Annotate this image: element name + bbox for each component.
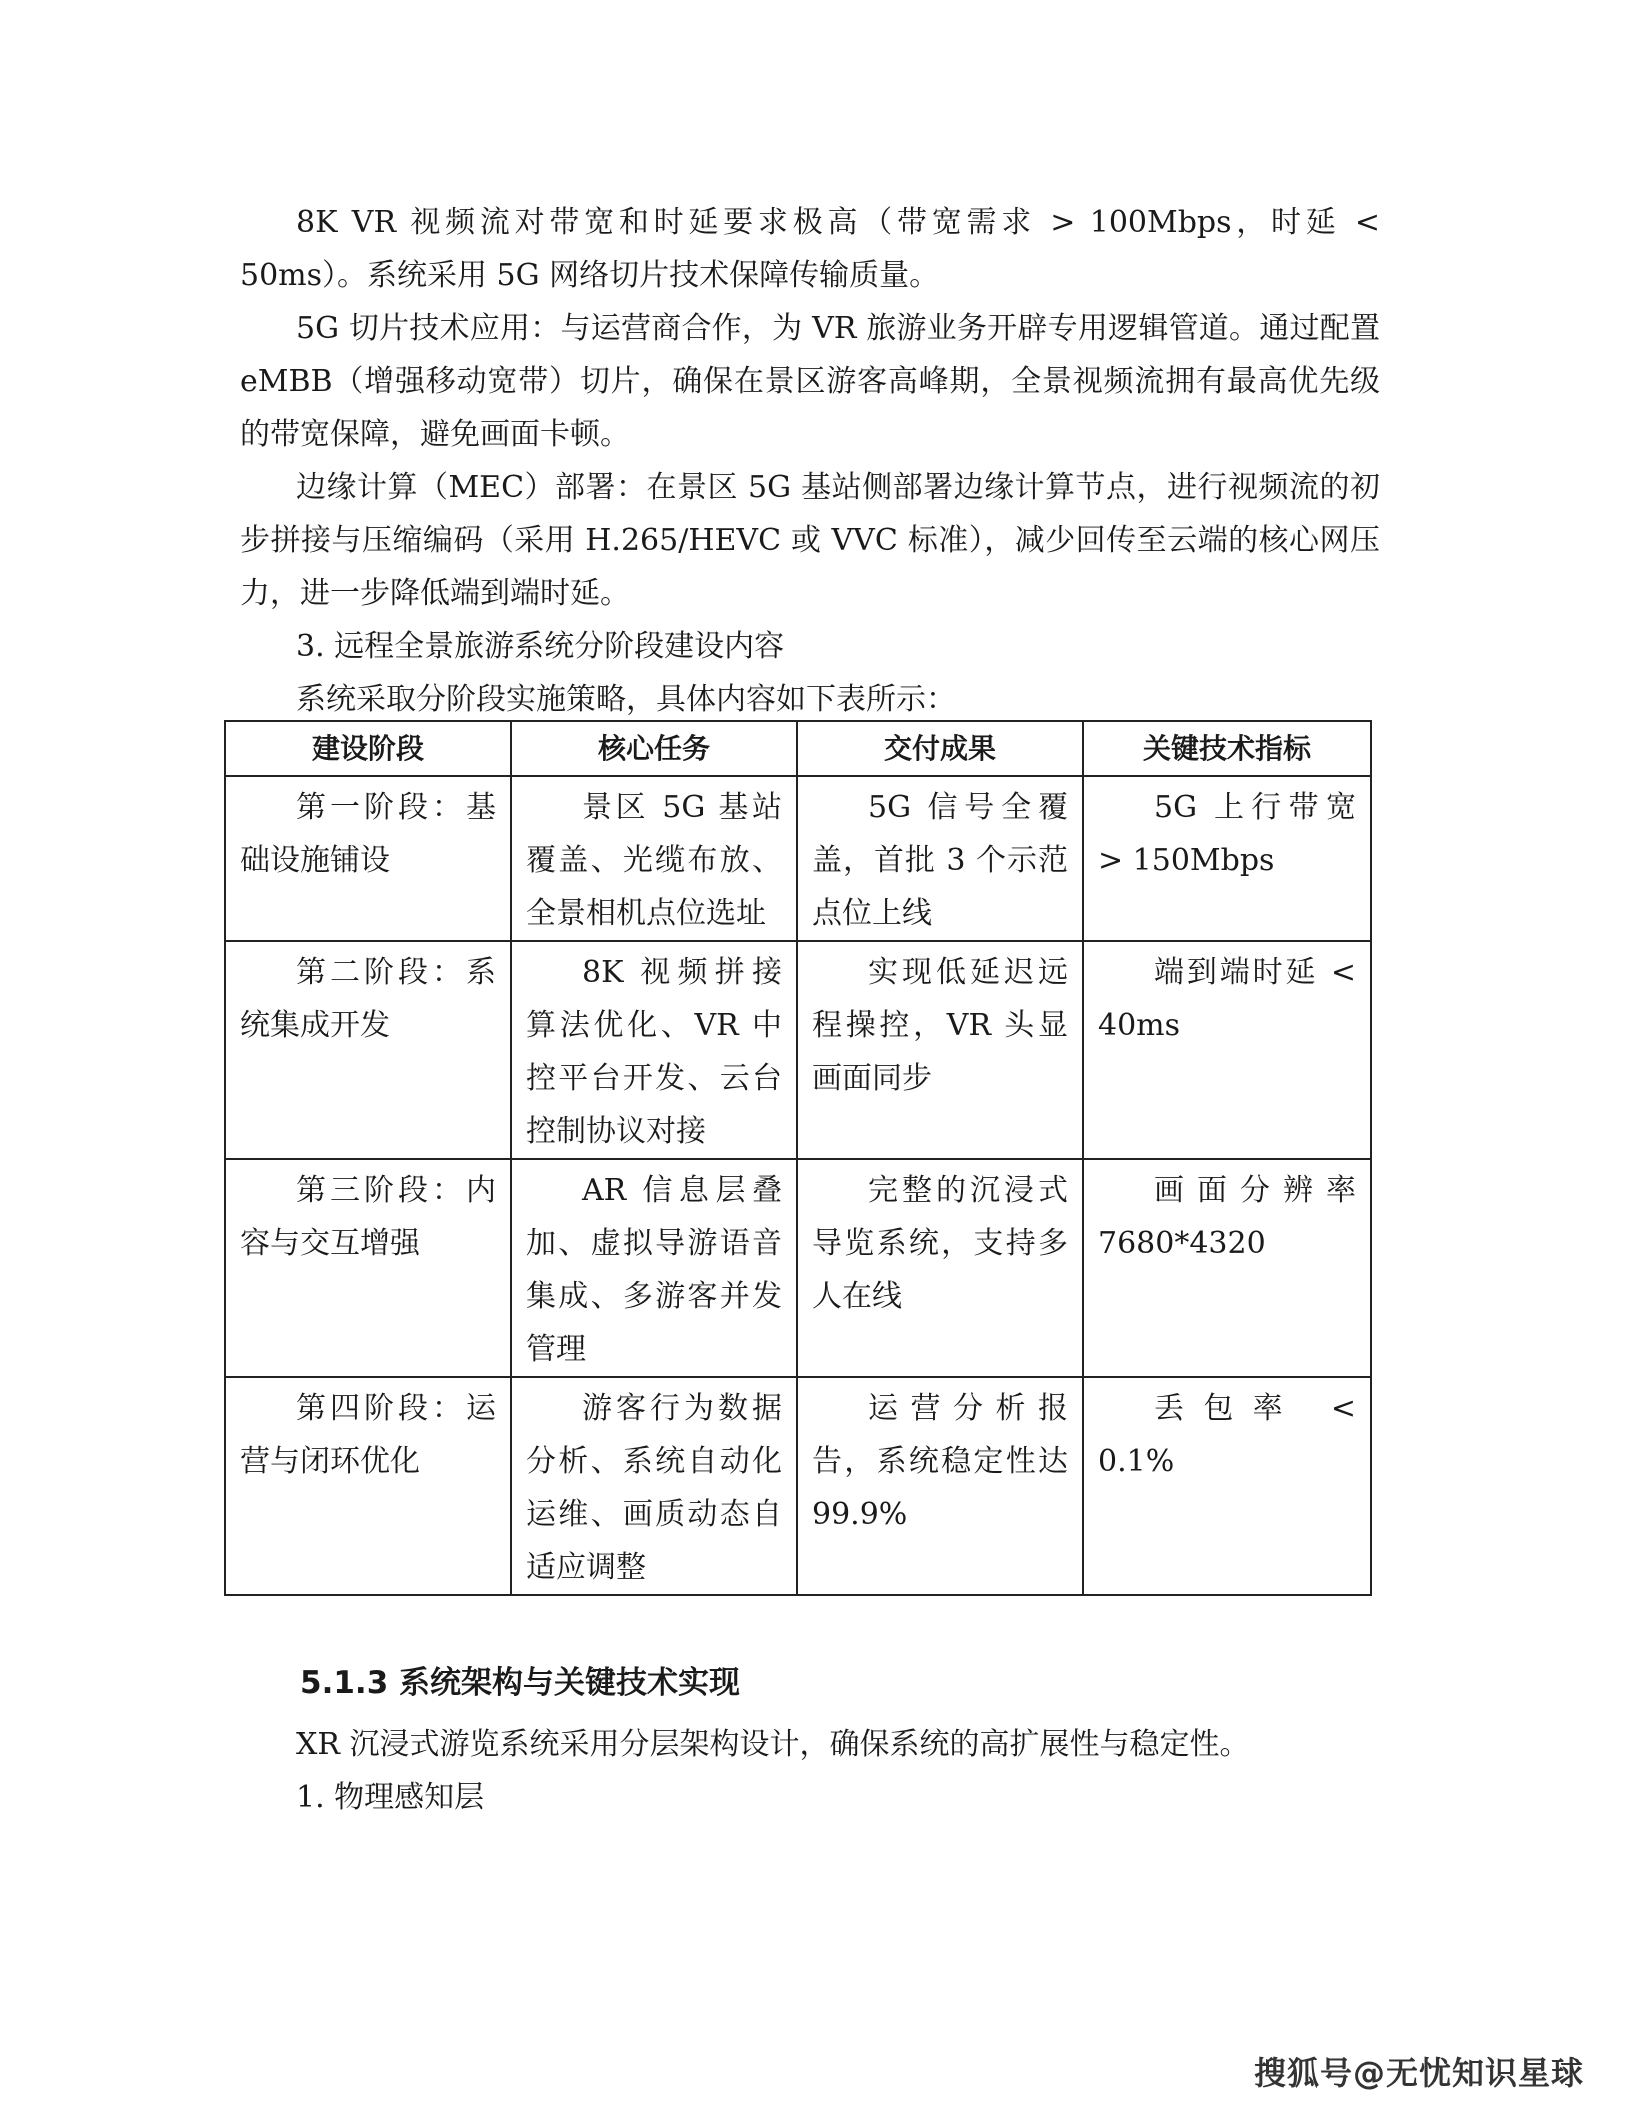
paragraph-mec: 边缘计算（MEC）部署：在景区 5G 基站侧部署边缘计算节点，进行视频流的初步拼接与压缩编码（采用 H.265/HEVC 或 VVC 标准），减少回传至云端的核心网压力，进一步降低端到端时延。 [240, 470, 1380, 611]
cell-key-metric: 画面分辨率 7680*4320 [1083, 1159, 1371, 1377]
cell-deliverable: 完整的沉浸式导览系统，支持多人在线 [797, 1159, 1083, 1377]
list-item-3: 3. 远程全景旅游系统分阶段建设内容 [296, 629, 785, 664]
section-heading: 5.1.3 系统架构与关键技术实现 [300, 1665, 741, 1701]
paragraph-bandwidth: 8K VR 视频流对带宽和时延要求极高（带宽需求 > 100Mbps，时延 < 50ms）。系统采用 5G 网络切片技术保障传输质量。 [240, 205, 1380, 293]
table-row [225, 1159, 1371, 1377]
cell-core-task: 8K 视频拼接算法优化、VR 中控平台开发、云台控制协议对接 [511, 941, 797, 1159]
cell-core-task: 游客行为数据分析、系统自动化运维、画质动态自适应调整 [511, 1377, 797, 1595]
cell-stage: 第一阶段：基础设施铺设 [225, 776, 511, 941]
cell-key-metric: 丢包率 < 0.1% [1083, 1377, 1371, 1595]
section-intro: XR 沉浸式游览系统采用分层架构设计，确保系统的高扩展性与稳定性。 [296, 1727, 1250, 1762]
table-header-row [225, 721, 1371, 776]
cell-key-metric: 端到端时延 < 40ms [1083, 941, 1371, 1159]
header-deliverable: 交付成果 [797, 721, 1083, 776]
cell-stage: 第四阶段：运营与闭环优化 [225, 1377, 511, 1595]
cell-core-task: 景区 5G 基站覆盖、光缆布放、全景相机点位选址 [511, 776, 797, 941]
cell-deliverable: 实现低延迟远程操控，VR 头显画面同步 [797, 941, 1083, 1159]
list-item-1: 1. 物理感知层 [296, 1780, 485, 1815]
cell-stage: 第二阶段：系统集成开发 [225, 941, 511, 1159]
watermark: 搜狐号@无忧知识星球 [1253, 2054, 1584, 2092]
paragraph-table-intro: 系统采取分阶段实施策略，具体内容如下表所示： [296, 682, 956, 717]
table-row [225, 1377, 1371, 1595]
header-core-task: 核心任务 [511, 721, 797, 776]
table-row [225, 941, 1371, 1159]
stages-table [224, 720, 1372, 1596]
header-stage: 建设阶段 [225, 721, 511, 776]
header-key-metric: 关键技术指标 [1083, 721, 1371, 776]
paragraph-5g-slicing: 5G 切片技术应用：与运营商合作，为 VR 旅游业务开辟专用逻辑管道。通过配置 eMBB（增强移动宽带）切片，确保在景区游客高峰期，全景视频流拥有最高优先级的带宽保障，避免画面卡顿。 [240, 311, 1380, 452]
cell-deliverable: 运营分析报告，系统稳定性达 99.9% [797, 1377, 1083, 1595]
cell-core-task: AR 信息层叠加、虚拟导游语音集成、多游客并发管理 [511, 1159, 797, 1377]
cell-key-metric: 5G 上行带宽 > 150Mbps [1083, 776, 1371, 941]
cell-deliverable: 5G 信号全覆盖，首批 3 个示范点位上线 [797, 776, 1083, 941]
table-row [225, 776, 1371, 941]
cell-stage: 第三阶段：内容与交互增强 [225, 1159, 511, 1377]
